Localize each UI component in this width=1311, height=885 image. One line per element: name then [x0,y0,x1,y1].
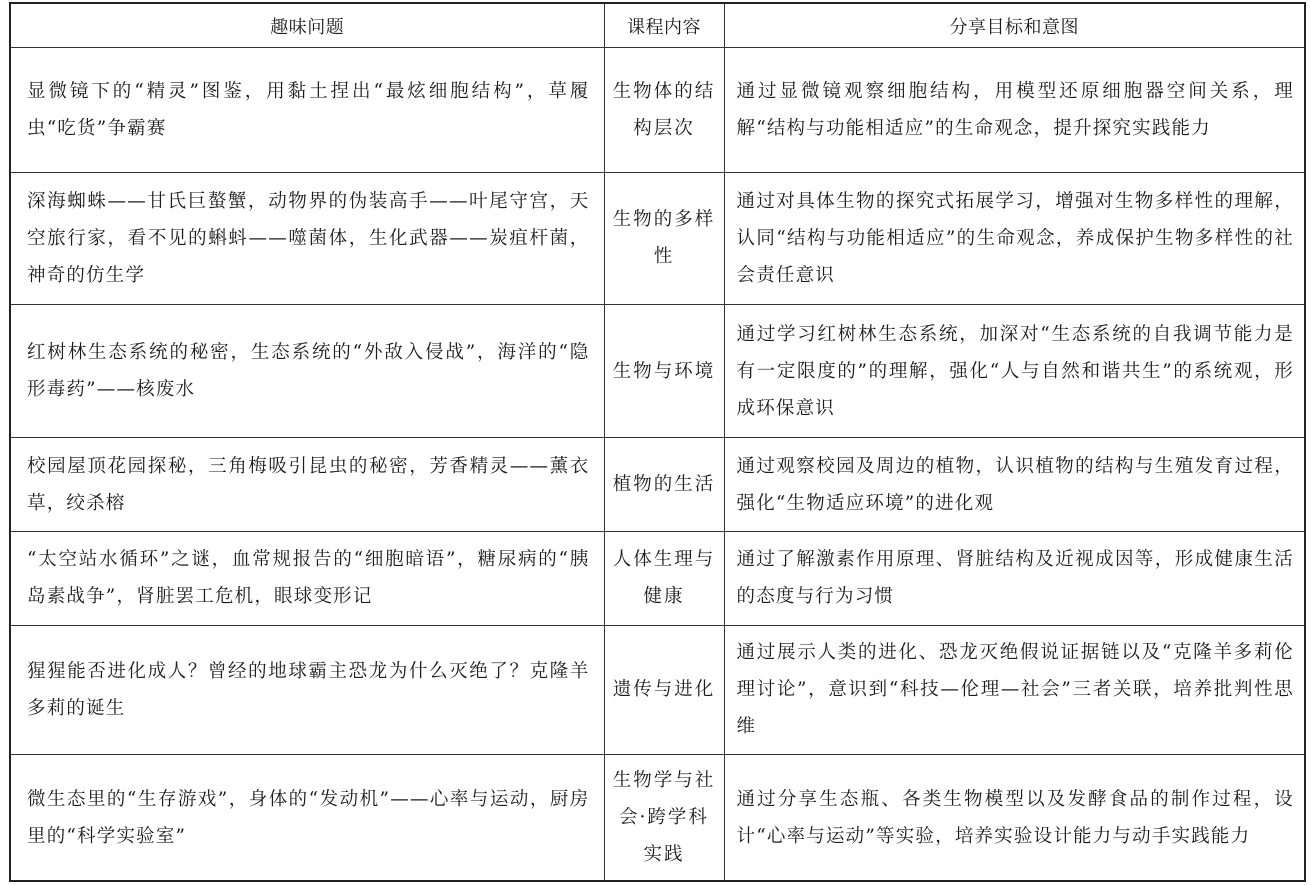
goal-cell: 通过了解激素作用原理、肾脏结构及近视成因等，形成健康生活的态度与行为习惯 [724,531,1305,625]
goal-cell: 通过对具体生物的探究式拓展学习，增强对生物多样性的理解，认同“结构与功能相适应”的生命观念，养成保护生物多样性的社会责任意识 [724,172,1305,305]
content-cell: 生物体的结构层次 [604,48,724,173]
question-cell: 猩猩能否进化成人？曾经的地球霸主恐龙为什么灭绝了？克隆羊多莉的诞生 [10,625,604,755]
goal-cell: 通过分享生态瓶、各类生物模型以及发酵食品的制作过程，设计“心率与运动”等实验，培养实验设计能力与动手实践能力 [724,755,1305,881]
goal-cell: 通过展示人类的进化、恐龙灭绝假说证据链以及“克隆羊多莉伦理讨论”，意识到“科技—伦理—社会”三者关联，培养批判性思维 [724,625,1305,755]
question-cell: 红树林生态系统的秘密，生态系统的“外敌入侵战”，海洋的“隐形毒药”——核废水 [10,305,604,438]
question-cell: “太空站水循环”之谜，血常规报告的“细胞暗语”，糖尿病的“胰岛素战争”，肾脏罢工危机，眼球变形记 [10,531,604,625]
table-row [10,305,1305,438]
header-content: 课程内容 [604,3,724,48]
table-row [10,755,1305,881]
table-row [10,438,1305,532]
content-cell: 人体生理与健康 [604,531,724,625]
question-cell: 校园屋顶花园探秘，三角梅吸引昆虫的秘密，芳香精灵——薰衣草，绞杀榕 [10,438,604,532]
curriculum-table [9,2,1306,882]
goal-cell: 通过学习红树林生态系统，加深对“生态系统的自我调节能力是有一定限度的”的理解，强化“人与自然和谐共生”的系统观，形成环保意识 [724,305,1305,438]
content-cell: 遗传与进化 [604,625,724,755]
table-row [10,625,1305,755]
content-cell: 生物的多样性 [604,172,724,305]
header-goal: 分享目标和意图 [724,3,1305,48]
header-question: 趣味问题 [10,3,604,48]
content-cell: 生物学与社会·跨学科实践 [604,755,724,881]
content-cell: 生物与环境 [604,305,724,438]
goal-cell: 通过显微镜观察细胞结构，用模型还原细胞器空间关系，理解“结构与功能相适应”的生命观念，提升探究实践能力 [724,48,1305,173]
question-cell: 深海蜘蛛——甘氏巨螯蟹，动物界的伪装高手——叶尾守宫，天空旅行家，看不见的蝌蚪——噬菌体，生化武器——炭疽杆菌，神奇的仿生学 [10,172,604,305]
header-row [10,3,1305,48]
question-cell: 微生态里的“生存游戏”，身体的“发动机”——心率与运动，厨房里的“科学实验室” [10,755,604,881]
table-row [10,48,1305,173]
goal-cell: 通过观察校园及周边的植物，认识植物的结构与生殖发育过程，强化“生物适应环境”的进化观 [724,438,1305,532]
content-cell: 植物的生活 [604,438,724,532]
table-row [10,531,1305,625]
table-row [10,172,1305,305]
question-cell: 显微镜下的“精灵”图鉴，用黏土捏出“最炫细胞结构”，草履虫“吃货”争霸赛 [10,48,604,173]
table-container [9,2,1304,882]
